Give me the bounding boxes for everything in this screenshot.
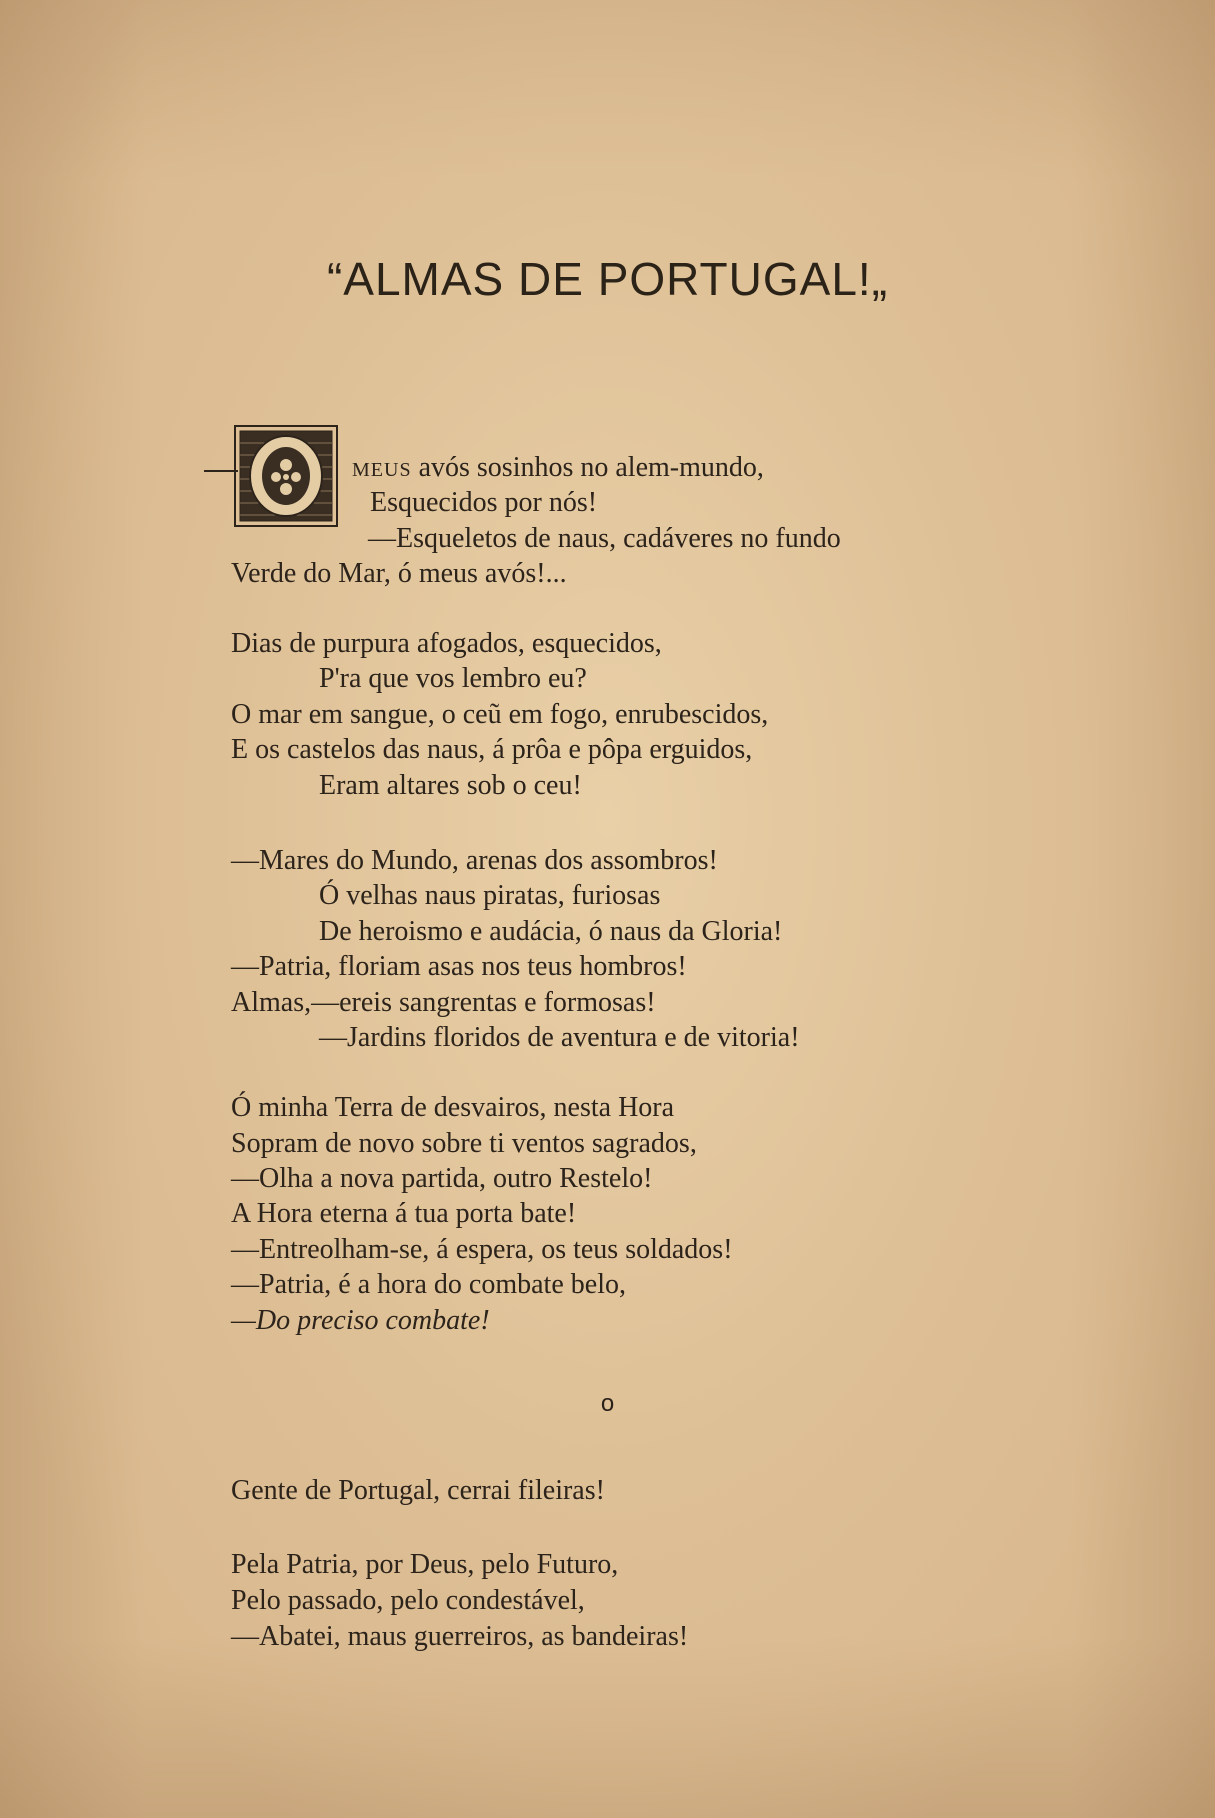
- smallcaps-word: MEUS: [352, 459, 412, 481]
- section-separator: o: [600, 1390, 615, 1417]
- ornamental-drop-cap: [234, 425, 338, 527]
- line-text: avós sosinhos no alem-mundo,: [411, 452, 764, 483]
- stanza-3-line-2: Ó velhas naus piratas, furiosas: [319, 880, 661, 911]
- stanza-4-line-5: —Entreolham-se, á espera, os teus soldados!: [231, 1234, 733, 1265]
- stanza-2-line-3: O mar em sangue, o ceũ em fogo, enrubescidos,: [231, 699, 769, 730]
- stanza-4-line-1: Ó minha Terra de desvairos, nesta Hora: [231, 1092, 675, 1123]
- stanza-3-line-4: —Patria, floriam asas nos teus hombros!: [231, 951, 687, 982]
- poem-title: “ALMAS DE PORTUGAL!„: [326, 253, 889, 305]
- dropcap-left-rule: [204, 470, 238, 472]
- stanza-4-line-6: —Patria, é a hora do combate belo,: [231, 1269, 626, 1300]
- stanza-2-line-4: E os castelos das naus, á prôa e pôpa erguidos,: [231, 734, 753, 765]
- stanza-6-line-3: —Abatei, maus guerreiros, as bandeiras!: [231, 1621, 689, 1652]
- stanza-1-line-2: Esquecidos por nós!: [370, 487, 598, 518]
- stanza-4-line-3: —Olha a nova partida, outro Restelo!: [231, 1163, 653, 1194]
- stanza-6-line-1: Pela Patria, por Deus, pelo Futuro,: [231, 1549, 619, 1580]
- stanza-2-line-5: Eram altares sob o ceu!: [319, 770, 582, 801]
- stanza-1-line-1: [352, 451, 764, 487]
- stanza-3-line-3: De heroismo e audácia, ó naus da Gloria!: [319, 916, 783, 947]
- stanza-1-line-3: —Esqueletos de naus, cadáveres no fundo: [368, 523, 841, 554]
- stanza-4-line-7: —Do preciso combate!: [231, 1305, 490, 1336]
- stanza-3-line-1: —Mares do Mundo, arenas dos assombros!: [231, 845, 718, 876]
- stanza-3-line-6: —Jardins floridos de aventura e de vitoria!: [319, 1022, 800, 1053]
- stanza-6-line-2: Pelo passado, pelo condestável,: [231, 1585, 585, 1616]
- stanza-4-line-2: Sopram de novo sobre ti ventos sagrados,: [231, 1128, 697, 1159]
- stanza-2-line-2: P'ra que vos lembro eu?: [319, 663, 587, 694]
- stanza-2-line-1: Dias de purpura afogados, esquecidos,: [231, 628, 662, 659]
- stanza-3-line-5: Almas,—ereis sangrentas e formosas!: [231, 987, 656, 1018]
- stanza-1-line-4: Verde do Mar, ó meus avós!...: [231, 558, 567, 589]
- stanza-4-line-4: A Hora eterna á tua porta bate!: [231, 1198, 577, 1229]
- stanza-5-line-1: Gente de Portugal, cerrai fileiras!: [231, 1475, 605, 1506]
